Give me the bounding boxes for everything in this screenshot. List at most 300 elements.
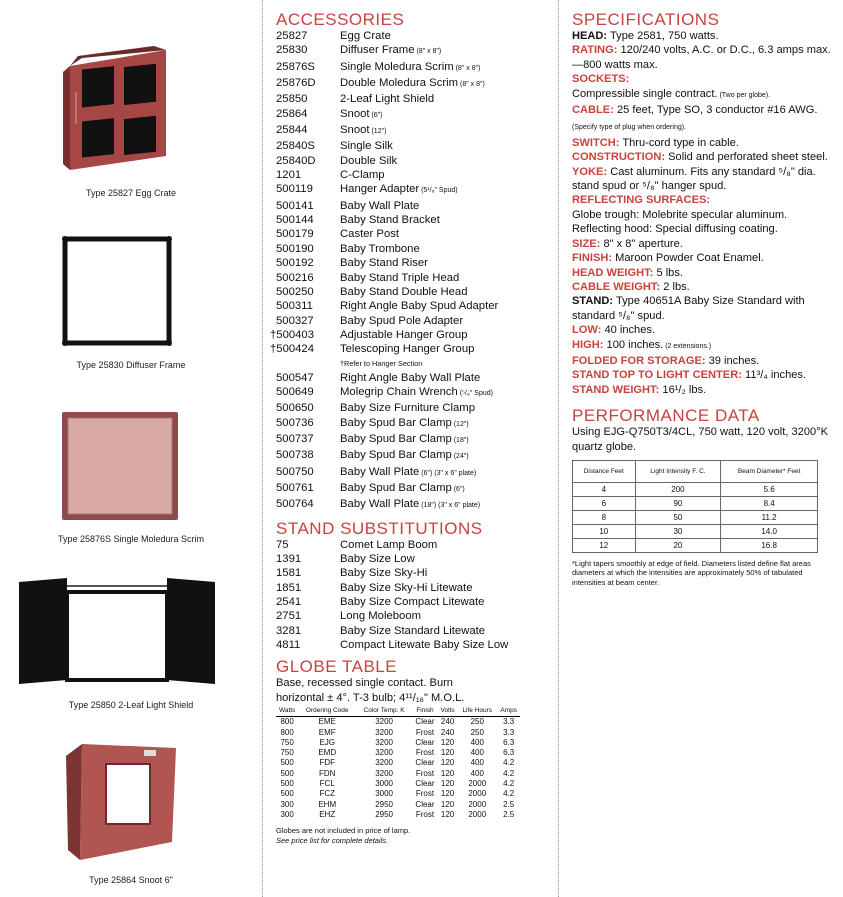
table-cell: 8.4 <box>721 496 818 510</box>
table-row <box>573 510 818 524</box>
table-cell: 2950 <box>375 799 393 809</box>
table-cell: 20 <box>635 538 721 552</box>
snoot-image <box>62 742 182 866</box>
list-item <box>276 416 554 432</box>
spec-value: 8" x 8" aperture. <box>600 237 683 250</box>
item-description-text: Snoot <box>340 124 370 137</box>
item-description <box>340 328 467 342</box>
item-note: (8" x 8") <box>458 81 485 89</box>
table-row <box>276 758 520 768</box>
accessories-list-continued <box>276 371 554 514</box>
item-code: 500327 <box>276 314 314 327</box>
item-note: (12") <box>369 128 387 136</box>
spec-label: HEAD: <box>572 30 608 42</box>
specifications-heading: SPECIFICATIONS <box>572 10 720 29</box>
item-description-text: Double Moledura Scrim <box>340 77 459 90</box>
item-description-text: Baby Size Sky-Hi Litewate <box>340 581 473 594</box>
table-cell: 10 <box>573 524 636 538</box>
stand-substitutions-heading: STAND SUBSTITUTIONS <box>276 518 483 538</box>
list-item <box>276 497 554 513</box>
item-note: (24") <box>451 453 469 461</box>
item-description <box>340 182 458 198</box>
item-description <box>340 43 441 59</box>
globe-intro: Base, recessed single contact. Burn horizontal ± 4°. T-3 bulb; 4¹¹/₁₆" M.O.L. <box>276 677 465 704</box>
item-description <box>340 242 420 256</box>
item-description <box>340 448 469 464</box>
table-header: Watts <box>276 707 298 717</box>
item-description <box>340 342 474 356</box>
list-item <box>276 213 554 227</box>
table-row <box>276 800 520 810</box>
table-cell: 12 <box>573 538 636 552</box>
table-cell: EHZ <box>319 809 336 819</box>
list-item <box>276 285 554 299</box>
item-code: 2541 <box>276 596 302 609</box>
item-description-text: Right Angle Baby Spud Adapter <box>340 300 499 313</box>
list-item <box>276 538 554 552</box>
item-description-text: Comet Lamp Boom <box>340 538 438 551</box>
table-row <box>573 524 818 538</box>
spec-label: REFLECTING SURFACES: <box>572 194 711 207</box>
item-description <box>340 432 469 448</box>
figure-caption: Type 25876S Single Moledura Scrim <box>57 534 205 544</box>
item-code: 1201 <box>276 169 302 182</box>
column-divider <box>558 0 559 897</box>
list-item <box>276 299 554 313</box>
item-description-text: Baby Stand Bracket <box>340 214 440 227</box>
table-cell: 8 <box>573 510 636 524</box>
table-row <box>276 717 520 728</box>
spec-label: LOW: <box>572 324 602 337</box>
item-description <box>340 199 419 213</box>
spec-value: Thru-cord type in cable. <box>619 136 739 149</box>
table-cell: 90 <box>635 496 721 510</box>
table-cell: 2.5 <box>503 799 515 809</box>
table-row <box>276 769 520 779</box>
table-cell: 3000 <box>375 779 393 788</box>
item-description <box>340 595 484 609</box>
performance-intro: Using EJG-Q750T3/4CL, 750 watt, 120 volt, 3200°K quartz globe. <box>572 426 829 453</box>
list-item <box>276 432 554 448</box>
figure-snoot <box>0 742 262 892</box>
performance-table <box>572 460 818 553</box>
list-item <box>276 401 554 415</box>
list-item <box>270 342 554 356</box>
table-row <box>276 738 520 748</box>
table-cell: 400 <box>470 748 484 758</box>
table-row <box>276 728 520 738</box>
item-description-text: Diffuser Frame <box>340 44 415 57</box>
item-description-text: Baby Stand Triple Head <box>340 271 460 284</box>
table-cell: 400 <box>470 758 484 768</box>
item-description-text: Baby Wall Plate <box>340 199 420 212</box>
specifications-body <box>572 29 834 397</box>
item-description <box>340 416 469 432</box>
spec-value: Solid and perforated sheet steel. <box>665 151 828 164</box>
list-item <box>270 328 554 342</box>
spec-value: Compressible single contract. <box>572 87 718 100</box>
spec-value: Cast aluminum. Fits any standard ⁵/₈" dia. stand spud or ⁵/₈" hanger spud. <box>572 165 816 193</box>
spec-value: 40 inches. <box>601 324 656 337</box>
item-description <box>340 385 493 401</box>
item-code: 25830 <box>276 44 308 57</box>
list-item <box>276 92 554 106</box>
item-code: 4811 <box>276 639 301 652</box>
figure-scrim <box>0 410 262 550</box>
spec-note: (Specify type of plug when ordering). <box>572 124 687 132</box>
table-cell: 120 <box>440 768 455 778</box>
table-cell: Clear <box>415 758 435 768</box>
table-cell: 4 <box>573 482 636 496</box>
item-description <box>340 154 397 168</box>
table-cell: 500 <box>280 779 294 788</box>
table-cell: 2000 <box>468 789 487 799</box>
table-cell: 2000 <box>468 809 487 819</box>
item-code: 25876S <box>276 60 315 73</box>
table-cell: Frost <box>415 727 435 737</box>
table-row <box>573 482 818 496</box>
diffuser-frame-image <box>60 234 174 348</box>
item-code: 25876D <box>276 77 316 90</box>
item-description-text: Adjustable Hanger Group <box>340 328 468 341</box>
globe-table-heading: GLOBE TABLE <box>276 657 398 677</box>
globe-note-italic: See price list for complete details. <box>276 835 389 845</box>
table-cell: 3.3 <box>503 717 515 727</box>
table-cell: 400 <box>470 737 484 747</box>
item-description <box>340 92 434 106</box>
item-description <box>340 299 498 313</box>
table-cell: EMF <box>318 727 336 737</box>
table-cell: 750 <box>280 737 294 747</box>
table-header: Volts <box>438 707 457 717</box>
figure-light-shield <box>0 578 262 718</box>
table-cell: 3200 <box>375 758 393 768</box>
figure-caption: Type 25830 Diffuser Frame <box>76 360 186 370</box>
item-code: 500650 <box>276 402 314 415</box>
item-description <box>340 497 480 513</box>
item-code: 1581 <box>276 567 302 580</box>
spec-label: YOKE: <box>572 165 608 178</box>
item-description-text: 2-Leaf Light Shield <box>340 93 435 106</box>
item-code: 25850 <box>276 93 308 106</box>
spec-label: SOCKETS: <box>572 73 630 86</box>
table-cell: 6 <box>573 496 636 510</box>
item-description-text: Baby Size Furniture Clamp <box>340 402 475 415</box>
table-cell: 4.2 <box>503 758 515 768</box>
item-description <box>340 213 440 227</box>
table-row <box>276 789 520 799</box>
table-row <box>276 810 520 820</box>
table-cell: EJG <box>319 737 335 747</box>
table-header: Life Hours <box>457 707 497 717</box>
item-description <box>340 552 415 566</box>
item-code: 500311 <box>276 300 313 313</box>
item-description-text: Baby Trombone <box>340 242 420 255</box>
item-code: 2751 <box>276 610 302 623</box>
item-description <box>340 168 385 182</box>
item-code: 75 <box>276 538 289 551</box>
list-item <box>276 139 554 153</box>
table-cell: 3200 <box>375 717 393 727</box>
item-description-text: C-Clamp <box>340 169 385 182</box>
table-cell: 11.2 <box>721 510 818 524</box>
table-cell: 120 <box>440 789 455 799</box>
item-description-text: Long Moleboom <box>340 610 422 623</box>
table-cell: 120 <box>440 737 455 747</box>
list-item <box>276 481 554 497</box>
table-cell: 2950 <box>375 809 393 819</box>
item-code: 500738 <box>276 449 314 462</box>
figure-diffuser-frame <box>0 234 262 374</box>
list-item <box>276 256 554 270</box>
item-code: 500190 <box>276 242 314 255</box>
item-code: 500216 <box>276 271 314 284</box>
list-item <box>276 182 554 198</box>
table-cell: Frost <box>415 748 435 758</box>
table-cell: 120 <box>440 758 455 768</box>
item-description <box>340 566 427 580</box>
item-code: 25864 <box>276 107 308 120</box>
spec-value: Type 40651A Baby Size Standard with standard ⁵/₈" spud. <box>572 295 805 322</box>
item-description <box>340 465 476 481</box>
right-column <box>572 11 834 587</box>
list-item <box>276 168 554 182</box>
table-cell: 3000 <box>375 789 393 799</box>
item-description <box>340 29 391 43</box>
table-cell: 750 <box>280 748 294 758</box>
spec-label: HIGH: <box>572 338 604 351</box>
spec-label: STAND WEIGHT: <box>572 383 660 396</box>
item-note: (8" x 8") <box>414 48 442 56</box>
list-item <box>276 595 554 609</box>
item-code: †500424 <box>270 343 314 356</box>
item-note: (12") <box>451 420 469 428</box>
list-item <box>276 638 554 652</box>
table-cell: 4.2 <box>503 789 515 799</box>
list-item <box>276 385 554 401</box>
item-code: 500736 <box>276 416 314 429</box>
item-description-text: Baby Stand Riser <box>340 257 428 270</box>
performance-heading: PERFORMANCE DATA <box>572 406 760 426</box>
performance-note: *Light tapers smoothly at edge of field. Diameters listed define flat areas diameters at which the intensities are approximately 50% of tabulated intensities at beam center. <box>572 558 811 587</box>
table-cell: 14.0 <box>721 524 818 538</box>
item-description <box>340 538 437 552</box>
table-cell: 500 <box>280 758 294 768</box>
item-description-text: Baby Stand Double Head <box>340 285 468 298</box>
spec-label: STAND: <box>572 295 614 308</box>
table-cell: 3200 <box>375 727 393 737</box>
item-description <box>340 609 421 623</box>
item-description-text: Molegrip Chain Wrench <box>340 385 458 398</box>
item-description-text: Baby Size Standard Litewate <box>340 624 486 637</box>
figure-column <box>0 0 262 897</box>
item-description-text: Baby Spud Bar Clamp <box>340 416 452 429</box>
refer-note: †Refer to Hanger Section <box>340 358 423 368</box>
spec-value: 39 inches. <box>705 354 760 367</box>
list-item <box>276 552 554 566</box>
item-note: (18") (3" x 6" plate) <box>419 502 481 510</box>
list-item <box>276 60 554 76</box>
table-cell: 120 <box>440 779 455 788</box>
item-code: 500750 <box>276 465 314 478</box>
globe-note: Globes are not included in price of lamp. <box>276 826 411 836</box>
figure-caption: Type 25864 Snoot 6" <box>89 875 173 885</box>
item-note: (⁵/₈" Spud) <box>457 389 493 397</box>
item-code: 500144 <box>276 214 314 227</box>
figure-egg-crate <box>0 44 262 204</box>
spec-value: 5 lbs. <box>653 266 683 279</box>
item-description-text: Telescoping Hanger Group <box>340 343 475 356</box>
table-cell: 3.3 <box>503 727 515 737</box>
item-description <box>340 638 508 652</box>
table-cell: Clear <box>415 799 435 809</box>
list-item <box>276 43 554 59</box>
item-description-text: Baby Wall Plate <box>340 498 420 511</box>
list-item <box>276 566 554 580</box>
table-cell: 6.3 <box>503 748 515 758</box>
item-description <box>340 371 480 385</box>
spec-value: Type 2581, 750 watts. <box>607 30 719 42</box>
egg-crate-image <box>58 44 178 174</box>
table-row <box>276 779 520 789</box>
item-description <box>340 256 428 270</box>
table-cell: EHM <box>318 799 337 809</box>
item-code: 1851 <box>276 581 302 594</box>
spec-label: HEAD WEIGHT: <box>572 266 654 279</box>
item-description <box>340 227 399 241</box>
item-code: 25840D <box>276 154 316 167</box>
item-code: 25844 <box>276 124 308 137</box>
table-cell: 240 <box>440 727 455 737</box>
item-description-text: Compact Litewate Baby Size Low <box>340 639 509 652</box>
item-code: 500761 <box>276 481 314 494</box>
light-shield-image <box>17 578 217 690</box>
item-note: (8" x 8") <box>453 64 481 72</box>
item-description <box>340 624 485 638</box>
table-cell: 6.3 <box>503 737 515 747</box>
table-cell: Clear <box>415 717 435 727</box>
list-item <box>276 199 554 213</box>
figure-caption: Type 25850 2-Leaf Light Shield <box>68 700 194 710</box>
table-cell: 800 <box>280 727 294 737</box>
item-code: †500403 <box>270 328 314 341</box>
item-code: 500192 <box>276 257 314 270</box>
list-item <box>276 581 554 595</box>
spec-label: SWITCH: <box>572 136 620 149</box>
table-cell: 50 <box>635 510 721 524</box>
table-cell: Clear <box>415 779 435 788</box>
table-cell: 2000 <box>468 799 487 809</box>
item-code: 500649 <box>276 385 314 398</box>
list-item <box>276 624 554 638</box>
table-cell: FDF <box>319 758 335 768</box>
table-header: Color Temp. K <box>356 707 412 717</box>
item-code: 500737 <box>276 432 314 445</box>
item-description-text: Snoot <box>340 107 370 120</box>
list-item <box>276 154 554 168</box>
table-cell: Frost <box>415 789 435 799</box>
table-cell: 300 <box>280 799 294 809</box>
item-description-text: Double Silk <box>340 154 398 167</box>
spec-value: 100 inches. <box>603 338 664 351</box>
accessories-heading: ACCESSORIES <box>276 10 405 29</box>
spec-value: 2 lbs. <box>660 280 690 293</box>
item-description-text: Baby Wall Plate <box>340 465 420 478</box>
spec-label: RATING: <box>572 44 618 57</box>
table-cell: Frost <box>415 768 435 778</box>
item-description-text: Baby Size Sky-Hi <box>340 567 428 580</box>
table-row <box>276 748 520 758</box>
item-code: 500250 <box>276 285 314 298</box>
item-description-text: Single Silk <box>340 140 393 153</box>
table-cell: FCL <box>319 779 335 788</box>
item-code: 3281 <box>276 624 302 637</box>
table-cell: 3200 <box>375 748 393 758</box>
item-description-text: Baby Size Compact Litewate <box>340 596 485 609</box>
list-item <box>276 123 554 139</box>
table-header: Beam Diameter* Feet <box>721 460 818 482</box>
item-description <box>340 271 459 285</box>
table-cell: 2.5 <box>503 809 515 819</box>
table-cell: 500 <box>280 768 294 778</box>
item-code: 500179 <box>276 228 314 241</box>
accessories-list <box>270 29 554 357</box>
item-description-text: Right Angle Baby Wall Plate <box>340 371 481 384</box>
item-description-text: Baby Spud Pole Adapter <box>340 314 464 327</box>
table-header: Light Intensity F. C. <box>635 460 721 482</box>
list-item <box>276 107 554 123</box>
item-note: (5¹/₈" Spud) <box>419 187 458 195</box>
table-cell: 300 <box>280 809 294 819</box>
table-cell: 400 <box>470 768 484 778</box>
spec-note: (Two per globe). <box>717 91 771 99</box>
spec-label: STAND TOP TO LIGHT CENTER: <box>572 369 742 382</box>
spec-value: 25 feet, Type SO, 3 conductor #16 AWG. <box>613 104 818 117</box>
item-description-text: Baby Spud Bar Clamp <box>340 481 452 494</box>
table-cell: EME <box>318 717 336 727</box>
spec-label: CABLE: <box>572 104 614 117</box>
table-cell: 240 <box>440 717 455 727</box>
item-description-text: Single Moledura Scrim <box>340 60 454 73</box>
spec-label: SIZE: <box>572 237 601 250</box>
table-cell: 16.8 <box>721 538 818 552</box>
item-description <box>340 123 386 139</box>
item-note: (6") (3" x 6" plate) <box>419 469 477 477</box>
table-cell: 800 <box>280 717 294 727</box>
column-divider <box>262 0 263 897</box>
spec-note: (2 extensions.) <box>663 342 712 350</box>
item-description-text: Baby Spud Bar Clamp <box>340 432 452 445</box>
table-header: Distance Feet <box>573 460 636 482</box>
list-item <box>276 29 554 43</box>
table-cell: FDN <box>318 768 336 778</box>
spec-value: 11³/₄ inches. <box>741 369 807 382</box>
item-description-text: Hanger Adapter <box>340 183 420 196</box>
item-note: (18") <box>451 436 469 444</box>
table-cell: 3200 <box>375 768 393 778</box>
spec-value: Maroon Powder Coat Enamel. <box>612 252 764 265</box>
table-header: Finish <box>412 707 438 717</box>
item-description <box>340 581 472 595</box>
item-code: 500119 <box>276 183 313 196</box>
table-cell: 4.2 <box>503 779 515 788</box>
item-code: 25827 <box>276 30 308 42</box>
spec-value: 16¹/₂ lbs. <box>659 383 707 396</box>
scrim-image <box>60 410 180 522</box>
item-note: (6") <box>451 485 465 493</box>
stand-substitutions-list <box>276 538 554 653</box>
item-description <box>340 139 393 153</box>
